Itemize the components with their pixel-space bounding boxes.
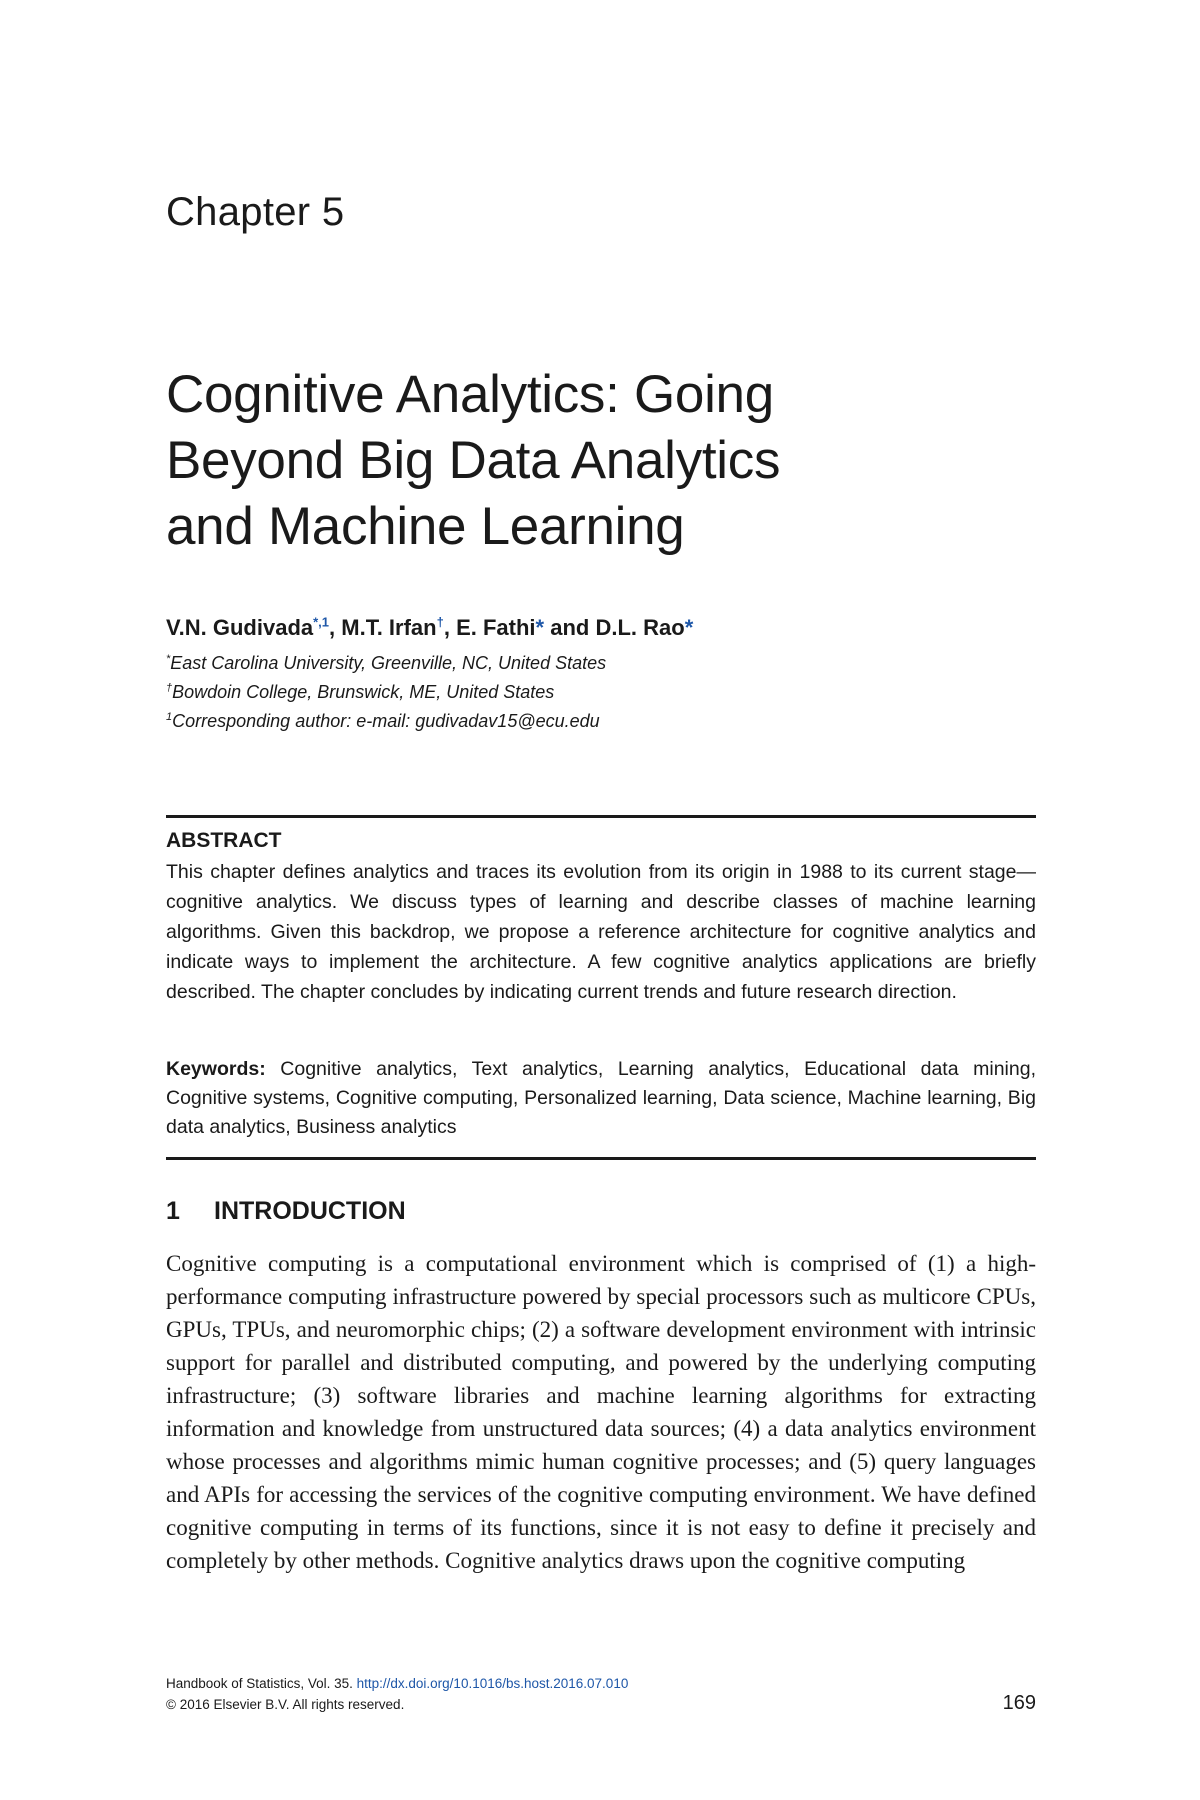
author-name: M.T. Irfan [341, 615, 437, 640]
abstract-bottom-rule [166, 1157, 1036, 1160]
abstract-heading: ABSTRACT [166, 829, 282, 852]
keywords-label: Keywords: [166, 1058, 266, 1080]
author-name: D.L. Rao [595, 615, 685, 640]
abstract-top-rule [166, 815, 1036, 818]
chapter-title [166, 362, 1036, 560]
author-affiliation-mark[interactable]: *,1 [313, 614, 330, 630]
keywords-block [166, 1055, 1036, 1142]
footer-citation-line [166, 1676, 628, 1691]
author-affiliation-mark[interactable]: * [684, 615, 694, 640]
section-title: INTRODUCTION [214, 1197, 406, 1225]
author-affiliation-mark[interactable]: † [436, 614, 444, 630]
doi-link[interactable]: http://dx.doi.org/10.1016/bs.host.2016.07.010 [356, 1676, 629, 1691]
section-heading [166, 1197, 406, 1226]
author-conjunction: and [550, 615, 590, 640]
title-line: and Machine Learning [166, 497, 685, 556]
title-line: Cognitive Analytics: Going [166, 365, 774, 424]
author-name: V.N. Gudivada [166, 615, 314, 640]
affiliation-text: Bowdoin College, Brunswick, ME, United States [172, 682, 555, 702]
affiliation-mark: 1 [166, 711, 173, 723]
keywords-text: Cognitive analytics, Text analytics, Learning analytics, Educational data mining, Cognitive systems, Cognitive computing, Personalized learning, Data science, Machine learning, Big data analytics, Business analytics [166, 1058, 1036, 1138]
affiliation-line [166, 682, 554, 703]
affiliation-mark: * [166, 653, 171, 665]
title-line: Beyond Big Data Analytics [166, 431, 781, 490]
affiliation-text: Corresponding author: e-mail: gudivadav15@ecu.edu [172, 711, 600, 731]
affiliation-line [166, 711, 600, 732]
affiliation-mark: † [166, 682, 173, 694]
page-number: 169 [1002, 1692, 1036, 1714]
author-affiliation-mark[interactable]: * [535, 615, 545, 640]
author-list: V.N. Gudivada$^{*,1}$, M.T. Irfan†, E. Fathi* and D.L. Rao* [166, 614, 694, 640]
affiliation-text: East Carolina University, Greenville, NC, United States [170, 653, 607, 673]
affiliation-line [166, 653, 606, 674]
abstract-text: This chapter defines analytics and traces its evolution from its origin in 1988 to its current stage—cognitive analytics. We discuss types of learning and describe classes of machine learning algorithms. Given this backdrop, we propose a reference architecture for cognitive analytics and indicate ways to implement the architecture. A few cognitive analytics applications are briefly described. The chapter concludes by indicating current trends and future research direction. [166, 861, 1036, 1003]
author-name: E. Fathi [456, 615, 536, 640]
footer-copyright: © 2016 Elsevier B.V. All rights reserved. [166, 1697, 405, 1712]
footer-citation: Handbook of Statistics, Vol. 35. [166, 1676, 353, 1691]
introduction-paragraph: Cognitive computing is a computational environment which is comprised of (1) a high-performance computing infrastructure powered by special processors such as multicore CPUs, GPUs, TPUs, and neuromorphic chips; (2) a software development environment with intrinsic support for parallel and distributed computing, and powered by the underlying computing infrastructure; (3) software libraries and machine learning algorithms for extracting information and knowledge from unstructured data sources; (4) a data analytics environment whose processes and algorithms mimic human cognitive processes; and (5) query languages and APIs for accessing the services of the cognitive computing environment. We have defined cognitive computing in terms of its functions, since it is not easy to define it precisely and completely by other methods. Cognitive analytics draws upon the cognitive computing [166, 1251, 1036, 1573]
chapter-label: Chapter 5 [166, 190, 345, 234]
section-number: 1 [166, 1197, 180, 1225]
